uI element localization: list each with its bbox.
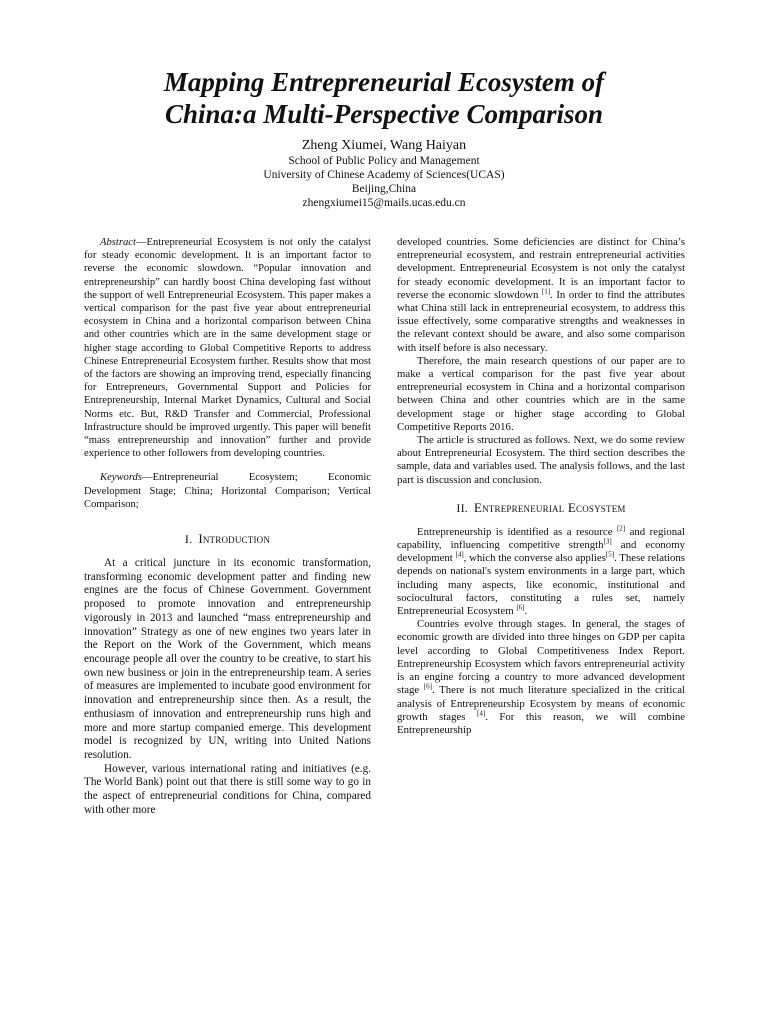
abstract-label: Abstract — [100, 237, 136, 248]
affiliation-university: University of Chinese Academy of Sciences(UCAS) — [263, 169, 505, 181]
intro-paragraph-2-continued — [397, 236, 685, 355]
left-column — [84, 236, 371, 817]
affiliation-school: School of Public Policy and Management — [288, 155, 480, 167]
text-run: . For this reason, we will combine Entrepreneurship — [397, 710, 686, 736]
keywords-text: —Entrepreneurial Ecosystem; Economic Development Stage; China; Horizontal Comparison; Vertical Comparison; — [84, 472, 371, 510]
title-line-2: China:a Multi-Perspective Comparison — [164, 99, 604, 129]
text-run: Entrepreneurship is identified as a resource — [417, 525, 617, 538]
text-run: . These relations depends on national's system environments in a large part, which including many aspects, like economic, institutional and sociocultural factors, constituting a rules set, namely Entrepreneurial Ecosystem — [397, 552, 685, 618]
author-block — [0, 138, 768, 210]
text-run: , which the converse also applies — [463, 552, 606, 565]
text-run: . In order to find the attributes what China still lack in entrepreneurial ecosystem, to address this issue effectively, some comparative strengths and weaknesses in the relevant context should be aware, and also some comparison with itself before is also necessary. — [397, 288, 686, 354]
text-run: and regional capability, influencing competitive strength — [397, 525, 685, 552]
section-number: II. — [456, 500, 468, 515]
text-run: . — [524, 605, 528, 618]
ecosystem-paragraph-2 — [397, 618, 685, 737]
intro-paragraph-3: Therefore, the main research questions of our paper are to make a vertical comparison for the past five year about entrepreneurial ecosystem in China and a horizontal comparison between China and other countries which are in the same development stage or higher stage according to Global Competitive Reports 2016. — [397, 354, 685, 433]
section-heading-ecosystem — [397, 501, 685, 515]
keywords — [84, 471, 371, 511]
author-email: zhengxiumei15@mails.ucas.edu.cn — [302, 197, 466, 209]
abstract-text: —Entrepreneurial Ecosystem is not only the catalyst for steady economic development. It is an important factor to reverse the economic slowdown. “Popular innovation and entrepreneurship” can hardly boost China developing fast without the support of well Entrepreneurial Ecosystem. This paper makes a vertical comparison for the past five year about entrepreneurial ecosystem in China and a horizontal comparison between China and other countries which are in the same development stage or higher stage according to Global Competitive Reports to address Chinese Entrepreneurial Ecosystem further. Results show that most of the factors are showing an improving trend, especially financing for Entrepreneurs, Governmental Support and Policies for Entrepreneurship, Internal Market Dynamics, Cultural and Social Norms etc. But, R&D Transfer and Commercial, Professional Infrastructure should be improved urgently. This paper will benefit “mass entrepreneurship and innovation” further and provide experience to other followers from developing countries. — [84, 237, 371, 460]
citation-ref: [2] — [616, 524, 626, 533]
citation-ref: [6] — [423, 682, 433, 691]
section-heading-introduction — [84, 532, 371, 546]
text-run: and economy development — [397, 539, 685, 565]
affiliation-location: Beijing,China — [351, 183, 417, 195]
section-title: Introduction — [198, 531, 271, 547]
intro-paragraph-4: The article is structured as follows. Next, we do some review about Entrepreneurial Ecosystem. The third section describes the sample, data and variables used. The analysis follows, and the last part is discussion and conclusion. — [397, 434, 685, 486]
intro-paragraph-2: However, various international rating and initiatives (e.g. The World Bank) point out that there is still some way to go in the aspect of entrepreneurial conditions for China, compared with other more — [84, 762, 371, 816]
citation-ref: [4] — [455, 550, 464, 559]
section-number: I. — [184, 532, 193, 547]
right-column — [397, 236, 685, 737]
keywords-label: Keywords — [100, 472, 142, 484]
title-line-1: Mapping Entrepreneurial Ecosystem of — [163, 67, 605, 97]
text-run: Countries evolve through stages. In general, the stages of economic growth are divided into three hinges on GDP per capita level according to Global Competitiveness Index Report. Entrepreneurship Ecosystem which favors entrepreneurial activity is an engine forcing a country to more advanced development stage — [397, 618, 685, 697]
ecosystem-paragraph-1 — [397, 526, 685, 618]
citation-ref: [5] — [605, 550, 615, 559]
citation-ref: [1] — [541, 287, 551, 296]
section-title: Entrepreneurial Ecosystem — [473, 499, 626, 515]
intro-paragraph-1: At a critical juncture in its economic transformation, transforming economic development patter and finding new engines are the focus of Chinese Government. Government proposed to promote innovation and entrepreneurship vigorously in 2013 and launched “mass entrepreneurship and innovation” Strategy as one of new engines two years later in the Report on the Work of the Government, which means encourage people all over the country to be creative, to start his own new business or join in the entrepreneurship team. A series of measures are implemented to incubate good environment for innovation and entrepreneurship since then. As a result, the enthusiasm of innovation and entrepreneurship runs high and more and more startup companied emerge. This development model is recognized by UN, writing into United Nations resolution. — [84, 557, 371, 761]
citation-ref: [6] — [516, 603, 525, 612]
author-names: Zheng Xiumei, Wang Haiyan — [301, 138, 467, 153]
abstract — [84, 236, 371, 460]
paper-title — [60, 66, 708, 130]
citation-ref: [4] — [477, 709, 486, 718]
text-run: . There is not much literature specialized in the critical analysis of Entrepreneurship Ecosystem by means of economic growth stages — [397, 684, 685, 723]
text-run: developed countries. Some deficiencies are distinct for China’s entrepreneurial ecosystem, and restrain entrepreneurial activities development. Entrepreneurial Ecosystem is not only the catalyst for steady economic development. It is an important factor to reverse the economic slowdown — [397, 236, 685, 301]
citation-ref: [3] — [603, 537, 612, 546]
